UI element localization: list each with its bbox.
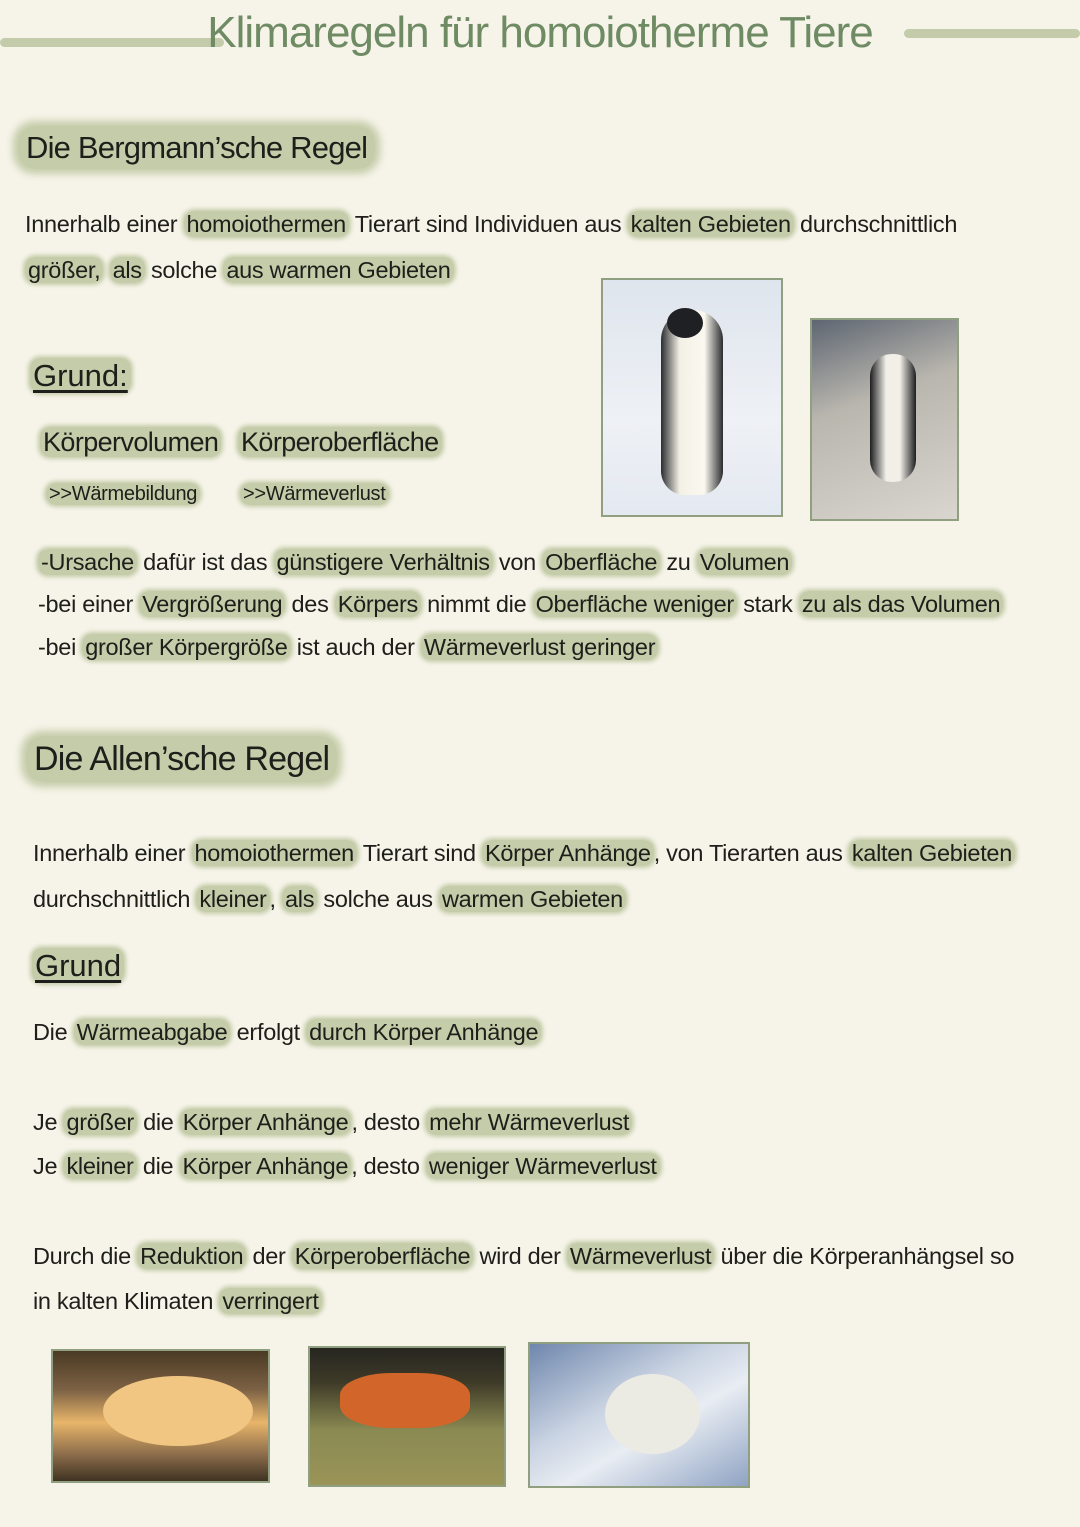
text-segment: solche aus [317, 886, 439, 912]
highlighted-text: Wärmeverlust geringer [421, 634, 658, 660]
bergmann-definition-2 [25, 257, 454, 284]
highlighted-text: Körper Anhänge [482, 840, 654, 866]
text-segment: Tierart sind Individuen aus [348, 211, 628, 237]
highlighted-text: mehr Wärmeverlust [426, 1109, 632, 1135]
highlighted-text: Volumen [697, 549, 792, 575]
text-segment: zu [660, 549, 697, 575]
highlighted-text: -Ursache [38, 549, 137, 575]
highlighted-text: Wärmeverlust [567, 1243, 714, 1269]
bergmann-bullet-2 [38, 591, 1003, 618]
allen-comparison-2 [33, 1153, 660, 1180]
text-segment: ist auch der [290, 634, 421, 660]
text-segment: stark [736, 591, 799, 617]
allen-conclusion-2 [33, 1288, 322, 1315]
text-segment: erfolgt [230, 1019, 307, 1045]
text-segment: wird der [473, 1243, 567, 1269]
red-fox-photo [308, 1346, 506, 1487]
text-segment: , desto [351, 1109, 427, 1135]
highlighted-text: als [110, 257, 145, 283]
highlighted-text: günstigere Verhältnis [274, 549, 493, 575]
highlighted-text: aus warmen Gebieten [223, 257, 453, 283]
highlighted-text: Reduktion [137, 1243, 246, 1269]
highlighted-text: homoiothermen [192, 840, 357, 866]
text-segment: solche [144, 257, 224, 283]
highlighted-text: Körpers [335, 591, 421, 617]
text-segment: , von Tierarten aus [653, 840, 849, 866]
allen-heading [26, 740, 337, 779]
highlighted-text: größer, [25, 257, 103, 283]
highlighted-text: Oberfläche [542, 549, 660, 575]
surface-label [238, 427, 442, 458]
african-penguin-photo [810, 318, 959, 521]
bergmann-bullet-3 [38, 634, 658, 661]
highlighted-text: großer Körpergröße [82, 634, 290, 660]
highlighted-text: größer [63, 1109, 136, 1135]
volume-effect [46, 483, 200, 506]
page-title: Klimaregeln für homoiotherme Tiere [207, 8, 873, 57]
bergmann-heading-text: Die Bergmann’sche Regel [18, 126, 375, 169]
allen-conclusion-1 [33, 1243, 1014, 1270]
text-segment: -bei einer [38, 591, 140, 617]
highlighted-text: Vergrößerung [139, 591, 285, 617]
bergmann-definition-1 [25, 211, 957, 238]
text-segment: , [269, 886, 283, 912]
text-segment: des [285, 591, 335, 617]
bergmann-reason-label [30, 358, 131, 394]
highlighted-text: homoiothermen [184, 211, 349, 237]
highlighted-text: Oberfläche weniger [533, 591, 737, 617]
volume-label-text: Körpervolumen [40, 427, 221, 457]
highlighted-text: Wärmeabgabe [74, 1019, 231, 1045]
highlighted-text: Körper Anhänge [180, 1109, 352, 1135]
bergmann-heading [18, 130, 375, 166]
text-segment [103, 257, 109, 283]
allen-definition-2 [33, 886, 626, 913]
text-segment: in kalten Klimaten [33, 1288, 220, 1314]
allen-reason-label [32, 948, 124, 984]
text-segment: über die Körperanhängsel so [714, 1243, 1015, 1269]
highlighted-text: Körper Anhänge [180, 1153, 352, 1179]
bergmann-bullet-1 [38, 549, 792, 576]
text-segment: die [136, 1109, 180, 1135]
allen-reason-text: Grund [32, 948, 124, 983]
allen-reason [33, 1019, 541, 1046]
allen-definition-1 [33, 840, 1015, 867]
allen-heading-text: Die Allen’sche Regel [26, 736, 337, 782]
text-segment: -bei [38, 634, 83, 660]
text-segment: , desto [351, 1153, 426, 1179]
text-segment: Die [33, 1019, 74, 1045]
highlighted-text: kleiner [196, 886, 269, 912]
highlighted-text: kalten Gebieten [849, 840, 1015, 866]
surface-effect [240, 483, 389, 506]
text-segment: nimmt die [420, 591, 533, 617]
text-segment: durchschnittlich [33, 886, 197, 912]
text-segment: Je [33, 1153, 64, 1179]
highlighted-text: weniger Wärmeverlust [426, 1153, 660, 1179]
highlighted-text: warmen Gebieten [439, 886, 626, 912]
text-segment: Innerhalb einer [25, 211, 184, 237]
surface-label-text: Körperoberfläche [238, 427, 442, 457]
volume-label [40, 427, 221, 458]
highlighted-text: Körperoberfläche [292, 1243, 473, 1269]
highlighted-text: kalten Gebieten [628, 211, 794, 237]
text-segment: durchschnittlich [793, 211, 958, 237]
text-segment: der [246, 1243, 292, 1269]
fennec-fox-photo [51, 1349, 270, 1483]
text-segment: die [136, 1153, 180, 1179]
highlighted-text: kleiner [63, 1153, 136, 1179]
highlighted-text: als [282, 886, 317, 912]
text-segment: dafür ist das [136, 549, 274, 575]
highlighted-text: zu als das Volumen [799, 591, 1003, 617]
highlighted-text: durch Körper Anhänge [306, 1019, 541, 1045]
volume-effect-text: >>Wärmebildung [46, 483, 200, 505]
text-segment: Tierart sind [356, 840, 483, 866]
text-segment: Je [33, 1109, 64, 1135]
emperor-penguin-photo [601, 278, 783, 517]
bergmann-reason-text: Grund: [30, 358, 131, 393]
text-segment: von [492, 549, 543, 575]
text-segment: Durch die [33, 1243, 138, 1269]
text-segment: Innerhalb einer [33, 840, 192, 866]
arctic-fox-photo [528, 1342, 750, 1488]
surface-effect-text: >>Wärmeverlust [240, 483, 389, 505]
allen-comparison-1 [33, 1109, 632, 1136]
highlighted-text: verringert [219, 1288, 321, 1314]
